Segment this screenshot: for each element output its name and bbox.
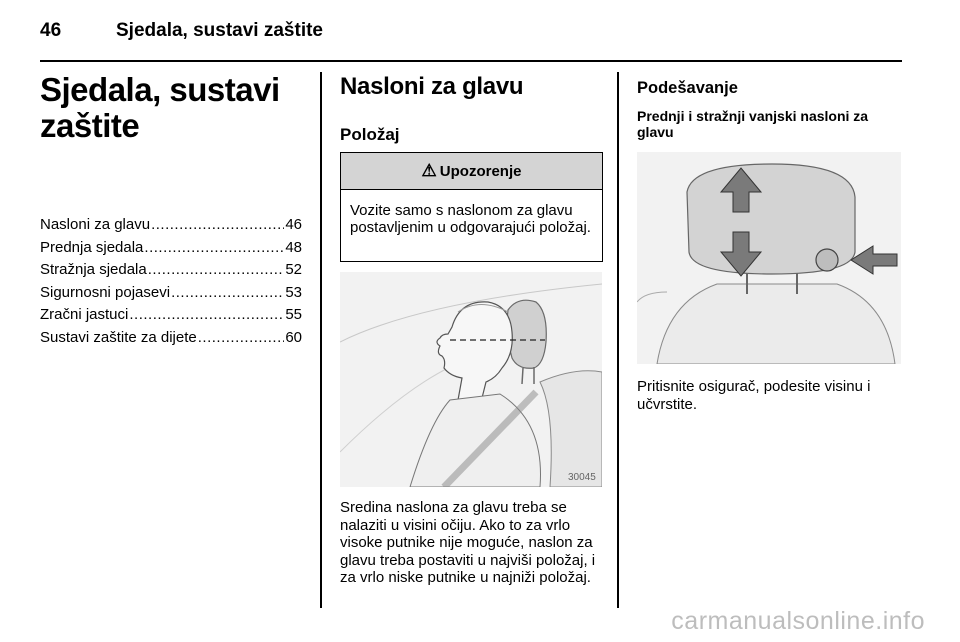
toc-leader-dots xyxy=(171,282,284,305)
toc-label: Sigurnosni pojasevi xyxy=(40,283,171,301)
warning-header xyxy=(341,153,602,190)
warning-triangle-icon: ⚠ xyxy=(421,161,437,180)
adjustment-paragraph: Pritisnite osigurač, podesite visinu i učvrstite. xyxy=(637,378,871,413)
toc-page: 53 xyxy=(285,283,302,301)
chapter-big-title xyxy=(40,72,302,144)
toc-page: 55 xyxy=(285,306,302,323)
headrest-position-illustration xyxy=(340,272,602,487)
chapter-contents xyxy=(40,72,302,349)
toc-page: 48 xyxy=(285,238,302,256)
toc-entry[interactable] xyxy=(40,214,302,237)
headrest-position-section xyxy=(340,72,603,146)
toc-page: 46 xyxy=(285,216,302,233)
toc-leader-dots xyxy=(129,304,284,327)
toc-page: 52 xyxy=(285,261,302,278)
toc-page: 60 xyxy=(285,328,302,346)
big-title-line-2: zaštite xyxy=(40,107,140,144)
section-title: Nasloni za glavu xyxy=(340,73,524,100)
subsection-title: Položaj xyxy=(340,125,400,144)
page-number: 46 xyxy=(40,20,62,41)
adjustment-subheading: Prednji i stražnji vanjski nasloni za glavu xyxy=(637,108,869,140)
toc-leader-dots xyxy=(144,237,284,260)
toc-entry[interactable] xyxy=(40,237,302,260)
toc-label: Prednja sjedala xyxy=(40,238,144,256)
warning-text: Vozite samo s naslonom za glavu postavljenim u odgovarajući položaj. xyxy=(350,202,591,236)
column-divider-1 xyxy=(320,72,322,608)
warning-title: Upozorenje xyxy=(439,162,522,180)
toc-label: Sustavi zaštite za dijete xyxy=(40,328,197,346)
toc-label: Zračni jastuci xyxy=(40,306,129,323)
toc-leader-dots xyxy=(148,259,285,282)
toc-label: Stražnja sjedala xyxy=(40,261,147,278)
chapter-title: Sjedala, sustavi zaštite xyxy=(116,20,323,41)
headrest-adjustment-illustration xyxy=(637,152,901,364)
position-paragraph: Sredina naslona za glavu treba se nalaziti u visini očiju. Ako to za vrlo visoke putnike nije moguće, naslon za glavu treba postaviti u najviši položaj, i za vrlo niske putnike u najniži položaj. xyxy=(340,499,596,586)
toc-entry[interactable] xyxy=(40,259,302,282)
toc-entry[interactable] xyxy=(40,282,302,305)
toc-leader-dots xyxy=(151,214,284,237)
column-divider-2 xyxy=(617,72,619,608)
watermark: carmanualsonline.info xyxy=(671,607,925,635)
toc-entry[interactable] xyxy=(40,304,302,327)
toc-label: Nasloni za glavu xyxy=(40,216,151,233)
table-of-contents xyxy=(40,214,302,349)
toc-entry[interactable] xyxy=(40,327,302,350)
warning-box xyxy=(340,152,603,262)
header-rule xyxy=(40,60,902,62)
adjustment-heading: Podešavanje xyxy=(637,79,738,97)
big-title-line-1: Sjedala, sustavi xyxy=(40,71,280,108)
figure-code: 30045 xyxy=(568,472,596,483)
toc-leader-dots xyxy=(198,327,285,350)
